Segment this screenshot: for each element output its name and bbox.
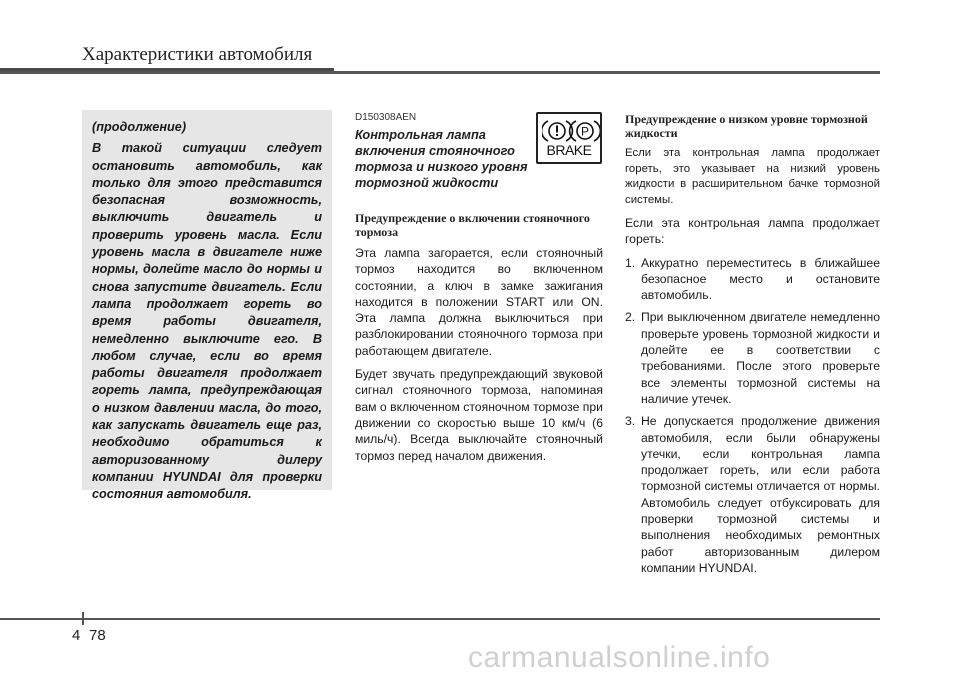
parking-brake-column	[355, 112, 603, 471]
header-rule	[0, 71, 880, 74]
parking-brake-heading: Предупреждение о включении стояночного тормоза	[355, 211, 590, 239]
parking-brake-paragraph-2: Будет звучать предупреждающий звуковой сигнал стояночного тормоза, напоминая вам о включенном стояночном тормозе при движении со скоростью выше 10 км/ч (6 миль/ч). Всегда выключайте стояночный тормоз перед началом движения.	[355, 367, 603, 463]
step-item: 1. Аккуратно переместитесь в ближайшее безопасное место и остановите автомобиль.	[625, 255, 880, 303]
header-title: Характеристики автомобиля	[82, 44, 313, 65]
section-number: 4	[72, 627, 81, 644]
low-fluid-paragraph-1: Если эта контрольная лампа продолжает гореть, это указывает на низкий уровень жидкости в расширительном бачке тормозной системы.	[625, 147, 880, 206]
step-item: 2. При выключенном двигателе немедленно проверьте уровень тормозной жидкости и долейте ее в соответствии с требованиями. После этого проверьте все элементы тормозной системы на наличие утечек.	[625, 310, 880, 406]
section-title: Контрольная лампа включения стояночного тормоза и низкого уровня тормозной жидкости	[355, 127, 528, 190]
low-fluid-heading: Предупреждение о низком уровне тормозной жидкости	[625, 112, 868, 140]
section-code: D150308AEN	[355, 112, 417, 123]
continued-warning-box	[82, 110, 332, 502]
svg-text:P: P	[580, 124, 590, 139]
low-fluid-column	[625, 112, 880, 582]
page-number: 78	[89, 627, 106, 644]
parking-brake-paragraph-1: Эта лампа загорается, если стояночный тормоз находится во включенном состоянии, а ключ в замке зажигания находится в положении START или ON. Эта лампа должна выключиться при разблокировании стояночного тормоза при работающем двигателе.	[355, 246, 603, 358]
continued-label: (продолжение)	[92, 120, 187, 134]
low-fluid-steps	[625, 255, 880, 577]
low-fluid-paragraph-2: Если эта контрольная лампа продолжает гореть:	[625, 216, 880, 247]
warning-text: В такой ситуации следует остановить автомобиль, как только для этого представится безопасная возможность, выключить двигатель и проверить уровень масла. Если уровень масла в двигателе ниже нормы, долейте масло до нормы и снова запустите двигатель. Если лампа продолжает гореть во время работы двигателя, немедленно выключите его. В любом случае, если во время работы двигателя продолжает гореть лампа, предупреждающая о низком давлении масла, до того, как запускать двигатель еще раз, необходимо обратиться к авторизованному дилеру компании HYUNDAI для проверки состояния автомобиля.	[92, 141, 322, 502]
watermark: carmanualsonline.info	[468, 641, 771, 674]
footer-tick	[82, 612, 84, 625]
brake-warning-icon	[536, 112, 602, 164]
brake-icon-label: BRAKE	[546, 142, 592, 158]
footer-rule	[0, 618, 880, 620]
step-item: 3. Не допускается продолжение движения автомобиля, если были обнаружены утечки, если контрольная лампа продолжает гореть, или если работа тормозной системы отличается от нормы. Автомобиль следует отбуксировать для проверки тормозной системы и выполнения необходимых ремонтных работ авторизованным дилером компании HYUNDAI.	[625, 414, 880, 575]
